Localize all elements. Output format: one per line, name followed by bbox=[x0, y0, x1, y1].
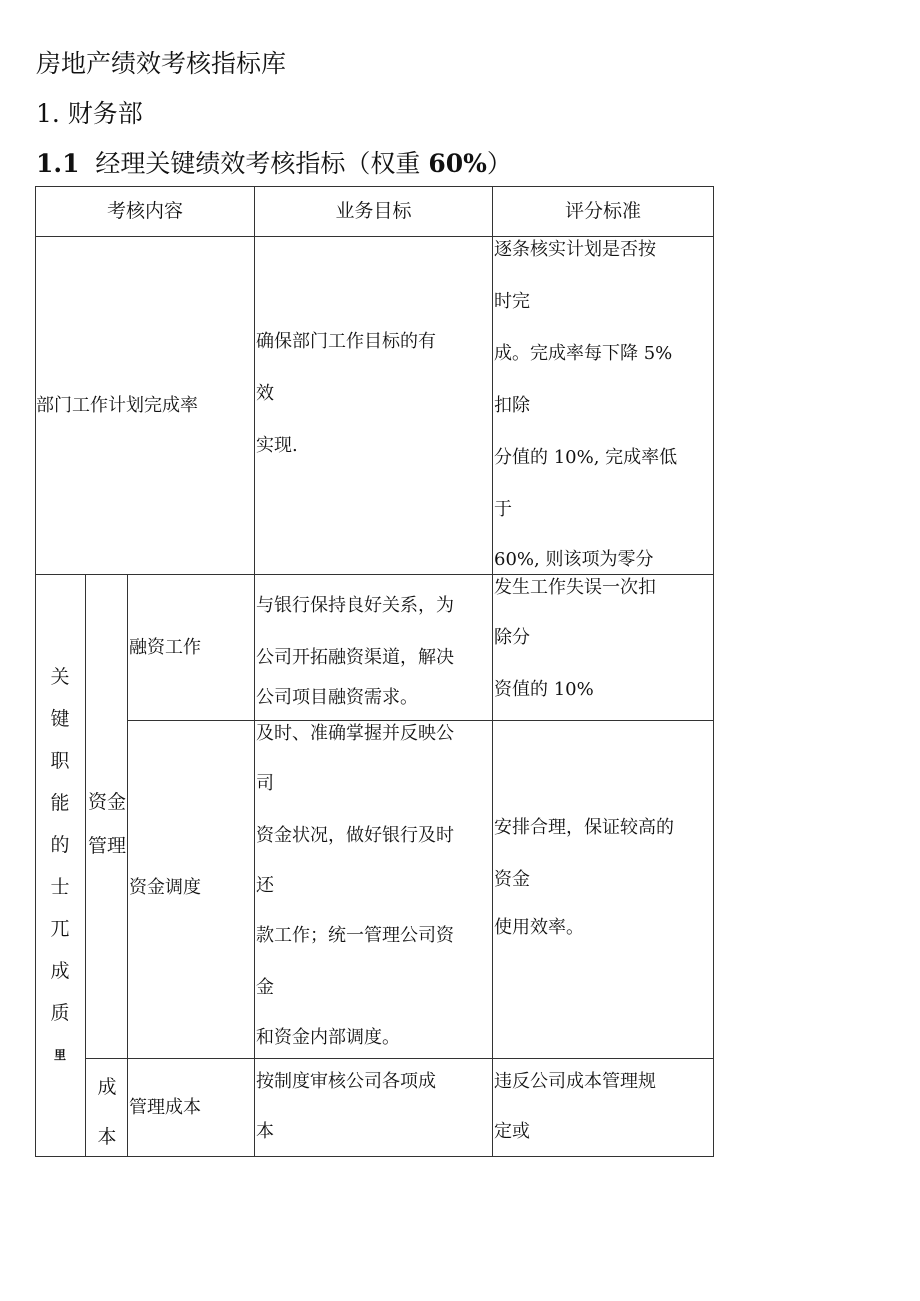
row1-score-line: 逐条核实计划是否按 bbox=[494, 239, 656, 260]
row1-score-line: 成。完成率每下降 5% bbox=[494, 343, 673, 364]
row2-goal-line: 与银行保持良好关系，为 bbox=[256, 595, 454, 616]
table-border bbox=[35, 186, 36, 1157]
row3-goal-line: 金 bbox=[256, 977, 274, 998]
subsection-weight: 60% bbox=[428, 149, 487, 178]
row3-item: 资金调度 bbox=[129, 877, 201, 898]
row1-score-line: 分值的 10%, 完成率低 bbox=[494, 447, 678, 468]
row1-score-line: 时完 bbox=[494, 291, 530, 312]
row2-goal-line: 公司项目融资需求。 bbox=[256, 687, 418, 708]
row3-score-line: 资金 bbox=[494, 869, 530, 890]
header-goal: 业务目标 bbox=[335, 200, 412, 222]
row4-score-line: 定或 bbox=[494, 1121, 530, 1142]
table-border bbox=[713, 186, 714, 1157]
row2-score-line: 资值的 10% bbox=[494, 679, 594, 700]
row4-goal-line: 按制度审核公司各项成 bbox=[256, 1071, 436, 1092]
row3-goal-line: 及时、准确掌握并反映公 bbox=[256, 723, 454, 744]
subsection-number: 1.1 bbox=[36, 149, 80, 178]
row1-goal-line: 确保部门工作目标的有 bbox=[256, 331, 436, 352]
cost-label: 成 本 bbox=[97, 1076, 117, 1148]
row3-goal-line: 资金状况，做好银行及时 bbox=[256, 825, 454, 846]
header-score: 评分标准 bbox=[564, 200, 641, 222]
row3-goal-line: 款工作；统一管理公司资 bbox=[256, 925, 454, 946]
row3-goal-line: 司 bbox=[256, 773, 274, 794]
table-border bbox=[35, 1156, 714, 1157]
row2-score-line: 除分 bbox=[494, 627, 530, 648]
row3-score-line: 使用效率。 bbox=[494, 917, 584, 938]
row3-score-line: 安排合理，保证较高的 bbox=[494, 817, 674, 838]
document-title: 房地产绩效考核指标库 bbox=[36, 49, 287, 78]
row1-score-line: 扣除 bbox=[494, 395, 530, 416]
subsection-close: ） bbox=[486, 149, 512, 178]
row3-goal-line: 还 bbox=[256, 875, 274, 896]
row4-goal-line: 本 bbox=[256, 1121, 274, 1142]
subsection-heading bbox=[36, 144, 512, 180]
row4-item: 管理成本 bbox=[129, 1097, 201, 1118]
row2-goal-line: 公司开拓融资渠道，解决 bbox=[256, 647, 454, 668]
row3-goal-line: 和资金内部调度。 bbox=[256, 1027, 400, 1048]
row2-item: 融资工作 bbox=[129, 637, 201, 658]
row1-goal-line: 效 bbox=[256, 383, 274, 404]
row2-score-line: 发生工作失误一次扣 bbox=[494, 577, 656, 598]
row4-score-line: 违反公司成本管理规 bbox=[494, 1071, 656, 1092]
subsection-title: 经理关键绩效考核指标（权重 bbox=[95, 149, 429, 178]
row1-score-line: 60%, 则该项为零分 bbox=[494, 549, 654, 570]
header-content: 考核内容 bbox=[106, 200, 183, 222]
row1-score-line: 于 bbox=[494, 499, 512, 520]
table-border bbox=[492, 186, 493, 1157]
section-heading: 1. 财务部 bbox=[36, 99, 143, 128]
group-label: 关 键 职 能 的 士 兀 成 质 里 bbox=[50, 666, 70, 1062]
table-border bbox=[254, 186, 255, 1157]
fund-management-label: 资金 管理 bbox=[87, 791, 126, 857]
row1-content: 部门工作计划完成率 bbox=[36, 395, 198, 416]
row1-goal-line: 实现. bbox=[256, 435, 298, 456]
